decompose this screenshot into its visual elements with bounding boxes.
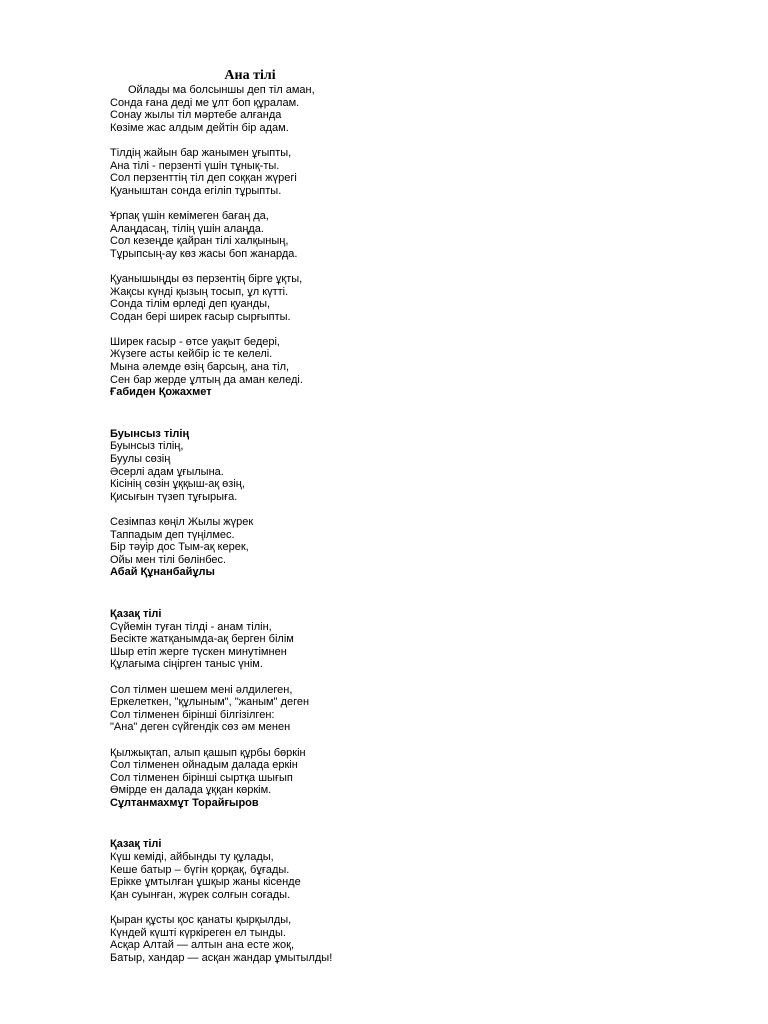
stanza bbox=[110, 147, 670, 197]
poem-line: Әсерлі адам ұғылына. bbox=[110, 465, 224, 478]
poem-line: Тұрыпсың-ау көз жасы боп жанарда. bbox=[110, 247, 298, 260]
poem-line: "Ана" деген сүйгендік сөз әм менен bbox=[110, 721, 291, 734]
poem-line: Алаңдасаң, тілің үшін алаңда. bbox=[110, 222, 264, 235]
poem-line: Күш кеміді, айбынды ту құлады, bbox=[110, 851, 274, 864]
poem-line: Сол тілменен бірінші білгізілген: bbox=[110, 708, 275, 721]
poem-4 bbox=[110, 838, 670, 964]
poem-author: Ғабиден Қожахмет bbox=[110, 386, 212, 399]
poem-line: Күндей күшті күркіреген ел тынды. bbox=[110, 926, 286, 939]
poem-line: Буулы сөзің bbox=[110, 453, 171, 466]
poem-line: Сонда тілім өрледі деп қуанды, bbox=[110, 298, 271, 311]
poem-heading: Буынсыз тілің bbox=[110, 427, 190, 440]
poem-line: Ширек ғасыр - өтсе уақыт бедері, bbox=[110, 335, 280, 348]
poem-line: Қуанышыңды өз перзентің бірге ұқты, bbox=[110, 272, 303, 285]
stanza bbox=[110, 210, 670, 260]
poem-line: Жүзеге асты кейбір іс те келелі. bbox=[110, 348, 273, 361]
stanza bbox=[110, 516, 670, 566]
poem-line: Қисығын түзеп тұғырыға. bbox=[110, 490, 238, 503]
stanza bbox=[110, 914, 670, 964]
poem-line: Қан суынған, жүрек солғын соғады. bbox=[110, 888, 291, 901]
poem-2 bbox=[110, 428, 670, 579]
poem-3 bbox=[110, 608, 670, 810]
stanza bbox=[110, 336, 670, 386]
poem-line: Сүйемін туған тілді - анам тілін, bbox=[110, 620, 272, 633]
poem-line: Қыран құсты қос қанаты қырқылды, bbox=[110, 914, 292, 927]
poem-line: Сонда ғана деді ме ұлт боп құралам. bbox=[110, 96, 300, 109]
stanza bbox=[110, 684, 670, 734]
poem-line: Қуаныштан сонда егіліп тұрыпты. bbox=[110, 184, 282, 197]
poem-line: Таппадым деп түңілмес. bbox=[110, 528, 235, 541]
poem-line: Сол кезеңде қайран тілі халқының, bbox=[110, 235, 289, 248]
poem-line: Тілдің жайын бар жанымен ұғыпты, bbox=[110, 146, 292, 159]
stanza bbox=[110, 273, 670, 323]
poem-line: Мына әлемде өзің барсың, ана тіл, bbox=[110, 361, 290, 374]
stanza bbox=[110, 84, 670, 134]
poem-heading: Қазақ тілі bbox=[110, 607, 162, 620]
document-title: Ана тілі bbox=[224, 68, 276, 83]
poem-line: Бір тәуір дос Тым-ақ керек, bbox=[110, 541, 249, 554]
poem-line: Жақсы күнді қызың тосып, ұл күтті. bbox=[110, 285, 289, 298]
poem-line: Қылжықтап, алып қашып құрбы бөркін bbox=[110, 746, 306, 759]
poem-author: Сұлтанмахмұт Торайғыров bbox=[110, 796, 259, 809]
poem-line: Буынсыз тілің, bbox=[110, 440, 184, 453]
poem-line: Құлағыма сіңірген таныс үнім. bbox=[110, 658, 263, 671]
stanza bbox=[110, 621, 670, 671]
poem-line: Батыр, хандар — асқан жандар ұмытылды! bbox=[110, 951, 333, 964]
poem-line: Ана тілі - перзенті үшін тұнық-ты. bbox=[110, 159, 280, 172]
poem-line: Еркелеткен, "құлыным", "жаным" деген bbox=[110, 696, 310, 709]
poem-line: Ұрпақ үшін кемімеген бағаң да, bbox=[110, 209, 269, 222]
poem-line: Көзіме жас алдым дейтін бір адам. bbox=[110, 121, 289, 134]
poem-1 bbox=[110, 84, 670, 399]
poem-line: Сонау жылы тіл мәртебе алғанда bbox=[110, 109, 282, 122]
stanza bbox=[110, 440, 670, 503]
poem-line: Сен бар жерде ұлтың да аман келеді. bbox=[110, 373, 303, 386]
poem-line: Содан бері ширек ғасыр сырғыпты. bbox=[110, 310, 291, 323]
poem-line: Кеше батыр – бүгін қорқақ, бұғады. bbox=[110, 863, 290, 876]
stanza bbox=[110, 851, 670, 901]
poem-line: Шыр етіп жерге түскен минутімнен bbox=[110, 645, 287, 658]
document-content bbox=[110, 84, 670, 964]
poem-line: Кісінің сөзін ұққыш-ақ өзің, bbox=[110, 478, 245, 491]
poem-line: Сол перзенттің тіл деп соққан жүрегі bbox=[110, 172, 297, 185]
poem-line: Сол тілменен ойнадым далада еркін bbox=[110, 759, 298, 772]
stanza bbox=[110, 747, 670, 797]
poem-line: Сол тілменен бірінші сыртқа шығып bbox=[110, 771, 293, 784]
poem-line: Ерікке ұмтылған ұшқыр жаны кісенде bbox=[110, 876, 301, 889]
poem-line: Өмірде ен далада ұққан көркім. bbox=[110, 784, 272, 797]
poem-line: Асқар Алтай — алтын ана есте жоқ, bbox=[110, 939, 295, 952]
poem-author: Абай Құнанбайұлы bbox=[110, 566, 215, 579]
poem-line: Сол тілмен шешем мені әлдилеген, bbox=[110, 683, 293, 696]
poem-line: Ойы мен тілі бөлінбес. bbox=[110, 553, 227, 566]
poem-line: Ойлады ма болсыншы деп тіл аман, bbox=[128, 84, 315, 96]
poem-line: Бесікте жатқанымда-ақ берген білім bbox=[110, 633, 294, 646]
poem-heading: Қазақ тілі bbox=[110, 838, 162, 851]
poem-line: Сезімпаз көңіл Жылы жүрек bbox=[110, 516, 254, 528]
